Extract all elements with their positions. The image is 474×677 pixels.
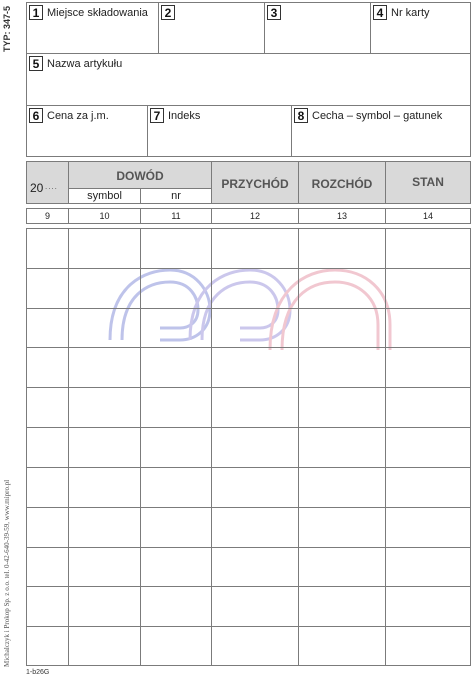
field-number: 4 (373, 5, 387, 20)
field-number: 2 (161, 5, 175, 20)
table-row-divider (26, 467, 471, 468)
header-przychod (211, 161, 299, 204)
table-row-divider (26, 547, 471, 548)
dowod-title: DOWÓD (116, 169, 164, 183)
field-card-number[interactable] (370, 2, 471, 54)
field-article-name[interactable] (26, 53, 471, 106)
header-symbol: symbol (69, 188, 141, 203)
field-label: Cecha – symbol – gatunek (312, 110, 443, 122)
table-row-divider (26, 586, 471, 587)
field-number: 8 (294, 108, 308, 123)
field-index[interactable] (147, 105, 292, 157)
rozchod-title: ROZCHÓD (311, 177, 373, 191)
table-row-divider (26, 308, 471, 309)
year-prefix: 20 (30, 181, 44, 195)
field-label: Cena za j.m. (47, 110, 109, 122)
year-blank: .... (45, 182, 58, 191)
field-3[interactable] (264, 2, 371, 54)
field-number: 1 (29, 5, 43, 20)
przychod-title: PRZYCHÓD (221, 177, 289, 191)
field-label: Nazwa artykułu (47, 58, 123, 70)
column-number-12: 12 (211, 208, 299, 224)
header-nr: nr (141, 188, 211, 203)
printer-imprint: Michalczyk i Prokop Sp. z o.o. tel. 0-42-640-39-59, www.mipro.pl (3, 479, 11, 667)
field-label: Miejsce składowania (47, 7, 148, 19)
field-number: 7 (150, 108, 164, 123)
table-row-divider (26, 347, 471, 348)
table-row-divider (26, 268, 471, 269)
field-feature-symbol-grade[interactable] (291, 105, 471, 157)
form-type-code: TYP: 347-5 (2, 5, 12, 52)
column-number-14: 14 (385, 208, 471, 224)
field-number: 3 (267, 5, 281, 20)
column-number-10: 10 (68, 208, 141, 224)
stan-title: STAN (412, 175, 444, 189)
header-rozchod (298, 161, 386, 204)
header-dowod (68, 161, 212, 204)
table-row-divider (26, 626, 471, 627)
field-storage-location[interactable] (26, 2, 159, 54)
column-number-9: 9 (26, 208, 69, 224)
field-number: 6 (29, 108, 43, 123)
field-label: Nr karty (391, 7, 430, 19)
field-2[interactable] (158, 2, 265, 54)
column-number-13: 13 (298, 208, 386, 224)
header-date (26, 161, 69, 204)
table-row-divider (26, 387, 471, 388)
ledger-table-body[interactable] (26, 228, 471, 666)
table-row-divider (26, 507, 471, 508)
field-number: 5 (29, 56, 43, 71)
header-stan (385, 161, 471, 204)
table-row-divider (26, 427, 471, 428)
field-label: Indeks (168, 110, 201, 122)
field-unit-price[interactable] (26, 105, 148, 157)
footer-code: 1-b26G (26, 669, 50, 676)
column-number-11: 11 (140, 208, 212, 224)
